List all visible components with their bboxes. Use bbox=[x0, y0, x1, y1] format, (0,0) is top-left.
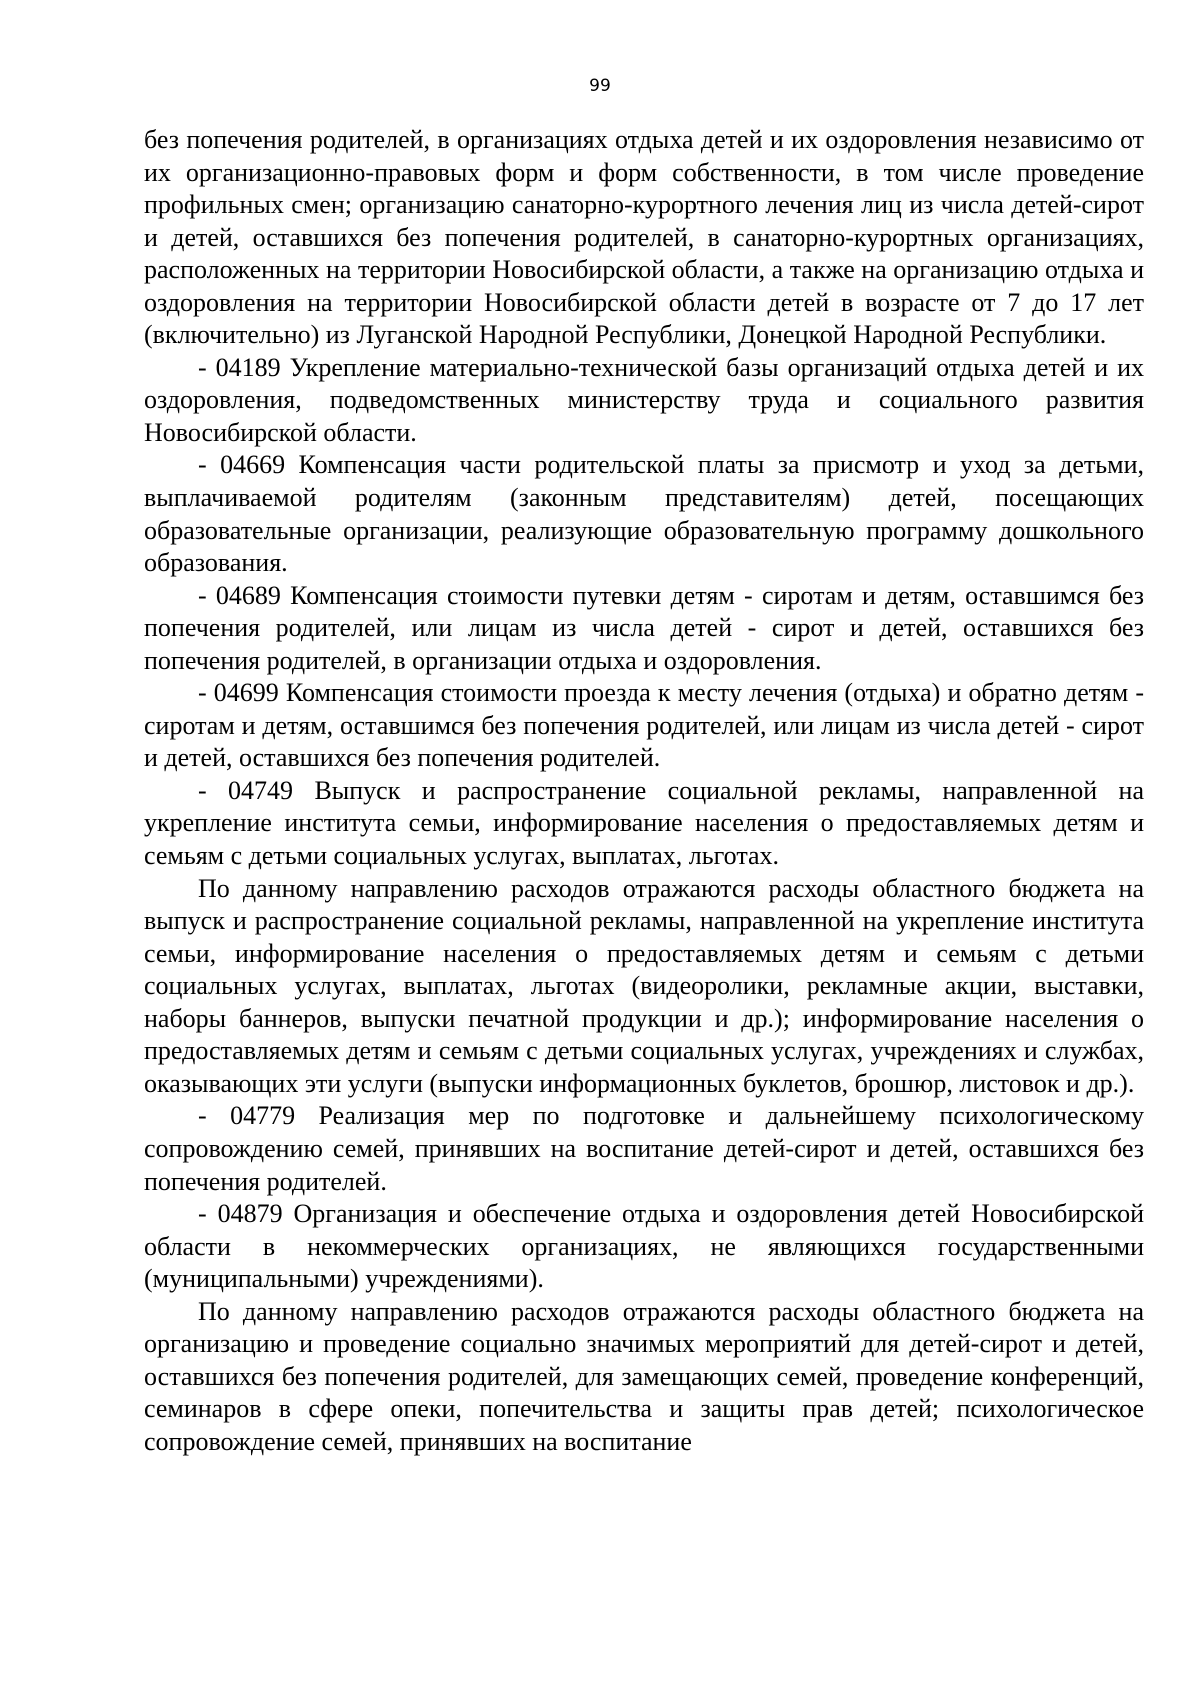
paragraph-continuation: без попечения родителей, в организациях отдыха детей и их оздоровления независимо от их организационно-правовых форм и форм собственности, в том числе проведение профильных смен; организацию санаторно-курортного лечения лиц из числа детей-сирот и детей, оставшихся без попечения родителей, в санаторно-курортных организациях, расположенных на территории Новосибирской области, а также на организацию отдыха и оздоровления на территории Новосибирской области детей в возрасте от 7 до 17 лет (включительно) из Луганской Народной Республики, Донецкой Народной Республики. bbox=[144, 125, 1144, 350]
paragraph-code-04749: - 04749 Выпуск и распространение социальной рекламы, направленной на укрепление института семьи, информирование населения о предоставляемых детям и семьям с детьми социальных услугах, выплатах, льготах. bbox=[144, 775, 1144, 871]
page-number: 99 bbox=[589, 76, 611, 96]
paragraph-code-04669: - 04669 Компенсация части родительской платы за присмотр и уход за детьми, выплачиваемой родителям (законным представителям) детей, посещающих образовательные организации, реализующие образовательную программу дошкольного образования. bbox=[144, 450, 1144, 578]
paragraph-04879-description: По данному направлению расходов отражаются расходы областного бюджета на организацию и проведение социально значимых мероприятий для детей-сирот и детей, оставшихся без попечения родителей, для замещающих семей, проведение конференций, семинаров в сфере опеки, попечительства и защиты прав детей; психологическое сопровождение семей, принявших на воспитание bbox=[144, 1296, 1144, 1456]
paragraph-code-04689: - 04689 Компенсация стоимости путевки детям - сиротам и детям, оставшимся без попечения родителей, или лицам из числа детей - сирот и детей, оставшихся без попечения родителей, в организации отдыха и оздоровления. bbox=[144, 580, 1144, 675]
paragraph-code-04879: - 04879 Организация и обеспечение отдыха и оздоровления детей Новосибирской области в некоммерческих организациях, не являющихся государственными (муниципальными) учреждениями). bbox=[144, 1199, 1144, 1294]
paragraph-04749-description: По данному направлению расходов отражаются расходы областного бюджета на выпуск и распространение социальной рекламы, направленной на укрепление института семьи, информирование населения о предоставляемых детям и семьям с детьми социальных услугах, выплатах, льготах (видеоролики, рекламные акции, выставки, наборы баннеров, выпуски печатной продукции и др.); информирование населения о предоставляемых детям и семьям с детьми социальных услугах, учреждениях и службах, оказывающих эти услуги (выпуски информационных буклетов, брошюр, листовок и др.). bbox=[144, 873, 1144, 1098]
paragraph-code-04779: - 04779 Реализация мер по подготовке и дальнейшему психологическому сопровождению семей, принявших на воспитание детей-сирот и детей, оставшихся без попечения родителей. bbox=[144, 1101, 1144, 1196]
paragraph-code-04699: - 04699 Компенсация стоимости проезда к месту лечения (отдыха) и обратно детям - сиротам и детям, оставшимся без попечения родителей, или лицам из числа детей - сирот и детей, оставшихся без попечения родителей. bbox=[144, 678, 1144, 773]
paragraph-code-04189: - 04189 Укрепление материально-технической базы организаций отдыха детей и их оздоровления, подведомственных министерству труда и социального развития Новосибирской области. bbox=[144, 352, 1144, 447]
document-body bbox=[144, 124, 1144, 1458]
